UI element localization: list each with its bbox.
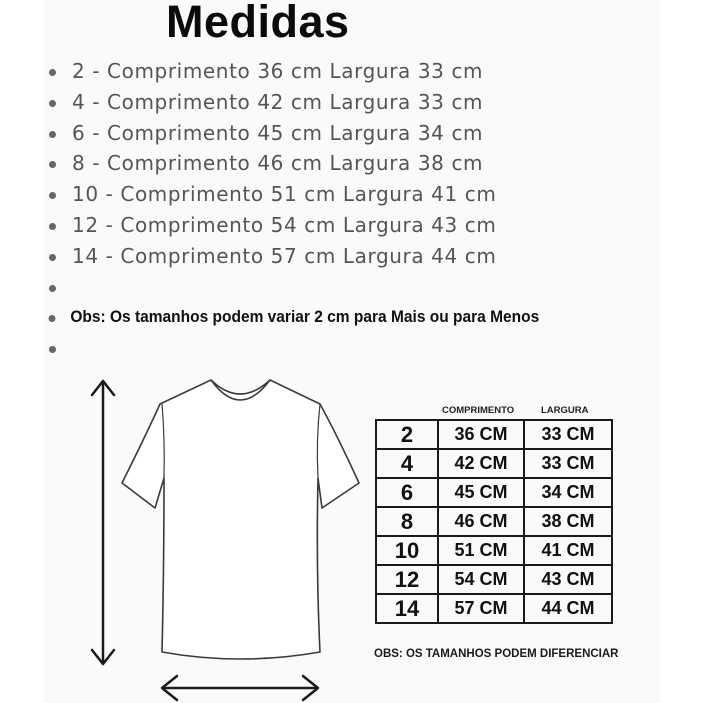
cell-size: 12 [376,565,438,594]
table-row [376,507,612,536]
list-item-obs-note: Obs: Os tamanhos podem variar 2 cm para Mais ou para Menos [44,302,539,333]
cell-largura: 34 CM [524,478,612,507]
list-item: 8 - Comprimento 46 cm Largura 38 cm [44,148,571,179]
width-arrow-icon [162,676,318,700]
cell-size: 8 [376,507,438,536]
list-item: 12 - Comprimento 54 cm Largura 43 cm [44,210,571,241]
header-comprimento: COMPRIMENTO [442,405,515,416]
list-item: 2 - Comprimento 36 cm Largura 33 cm [44,56,571,87]
cell-comprimento: 54 CM [438,565,524,594]
cell-size: 4 [376,449,438,478]
list-item: 10 - Comprimento 51 cm Largura 41 cm [44,179,571,210]
table-row [376,420,612,449]
cell-size: 6 [376,478,438,507]
cell-comprimento: 51 CM [438,536,524,565]
table-row [376,478,612,507]
list-item: 6 - Comprimento 45 cm Largura 34 cm [44,118,571,149]
size-table [375,419,613,624]
list-item: 14 - Comprimento 57 cm Largura 44 cm [44,241,571,272]
table-column-headers [375,405,615,419]
cell-size: 2 [376,420,438,449]
cell-comprimento: 36 CM [438,420,524,449]
cell-size: 10 [376,536,438,565]
page-title: Medidas [166,0,350,47]
table-note: OBS: OS TAMANHOS PODEM DIFERENCIAR [374,648,619,660]
cell-size: 14 [376,594,438,623]
cell-largura: 33 CM [524,420,612,449]
list-item: 4 - Comprimento 42 cm Largura 33 cm [44,87,571,118]
tshirt-icon [122,380,359,659]
table-row [376,449,612,478]
cell-comprimento: 45 CM [438,478,524,507]
cell-largura: 41 CM [524,536,612,565]
table-row [376,536,612,565]
cell-comprimento: 57 CM [438,594,524,623]
cell-comprimento: 42 CM [438,449,524,478]
table-row [376,594,612,623]
header-largura: LARGURA [541,405,589,416]
cell-largura: 44 CM [524,594,612,623]
cell-largura: 38 CM [524,507,612,536]
length-arrow-icon [92,381,114,664]
cell-largura: 33 CM [524,449,612,478]
table-row [376,565,612,594]
cell-largura: 43 CM [524,565,612,594]
cell-comprimento: 46 CM [438,507,524,536]
